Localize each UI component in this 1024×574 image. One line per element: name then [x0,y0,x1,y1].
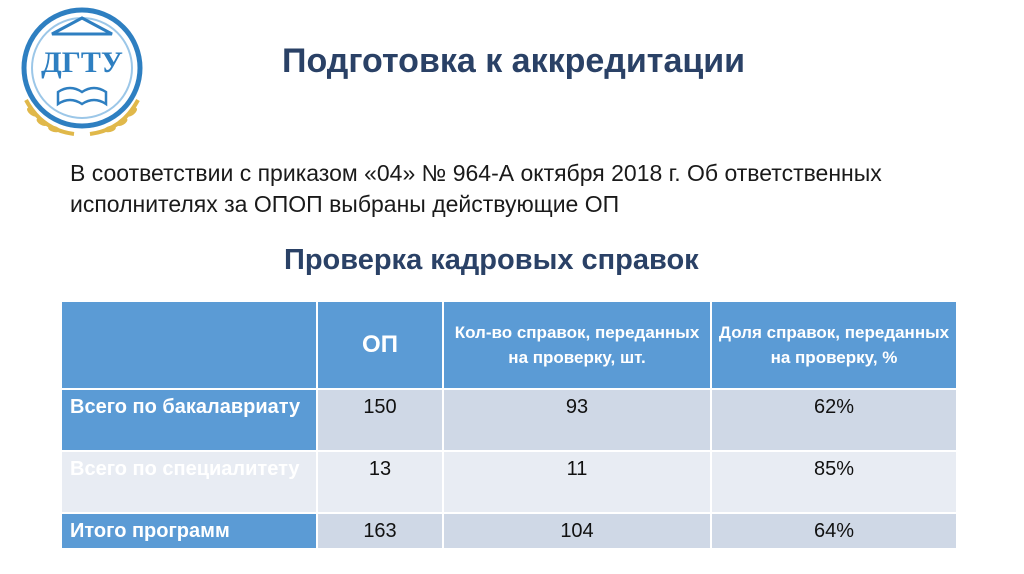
cell-share: 85% [711,451,957,513]
cell-op: 13 [317,451,443,513]
cell-count: 11 [443,451,711,513]
cell-share: 64% [711,513,957,549]
table-row [61,513,957,549]
cell-share: 62% [711,389,957,451]
cell-op: 163 [317,513,443,549]
table-header-row [61,301,957,389]
personnel-check-table [60,300,958,550]
row-label: Всего по бакалавриату [61,389,317,451]
cell-op: 150 [317,389,443,451]
intro-text: В соответствии с приказом «04» № 964-А октября 2018 г. Об ответственных исполнителях за ОПОП выбраны действующие ОП [70,160,882,217]
logo-text: ДГТУ [41,46,123,79]
header-count: Кол-во справок, переданных на проверку, шт. [443,301,711,389]
university-logo [18,4,146,140]
section-subtitle: Проверка кадровых справок [284,244,699,276]
table-row [61,389,957,451]
header-empty [61,301,317,389]
header-op: ОП [317,301,443,389]
row-label: Всего по специалитету [61,451,317,513]
cell-count: 104 [443,513,711,549]
row-label: Итого программ [61,513,317,549]
cell-count: 93 [443,389,711,451]
header-share: Доля справок, переданных на проверку, % [711,301,957,389]
page-title: Подготовка к аккредитации [282,42,746,80]
table-row [61,451,957,513]
